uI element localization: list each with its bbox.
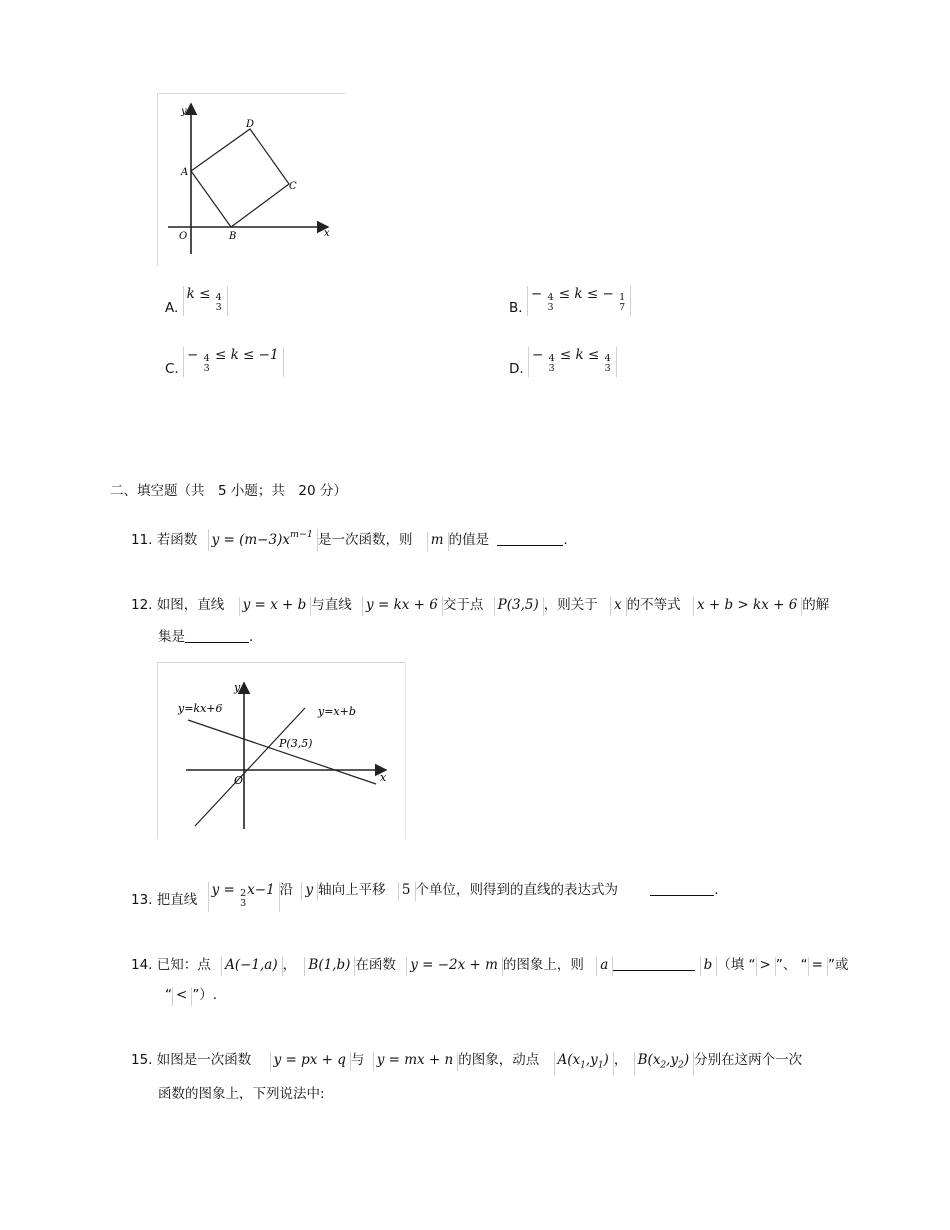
figure-square-on-axes <box>157 93 345 266</box>
option-letter: B. <box>509 300 523 316</box>
label-point-p: P(3,5) <box>279 737 313 750</box>
label-d: D <box>246 119 255 130</box>
question-14-line2: “ < ”）. <box>165 983 217 1006</box>
q11-answer-blank[interactable] <box>497 533 563 546</box>
q12-inequality: x + b > kx + 6 <box>693 597 802 616</box>
label-b: B <box>229 231 237 242</box>
q15-line1: y = px + q <box>270 1052 351 1071</box>
section-title: 二、填空题（共 5 小题；共 20 分） <box>110 483 347 499</box>
q13-five: 5 <box>398 882 416 901</box>
q14-function: y = −2x + m <box>406 957 503 976</box>
q12-answer-blank[interactable] <box>185 630 249 643</box>
option-b-math: − 4 3 ≤ k ≤ − 1 7 <box>527 286 631 316</box>
option-d-math: − 4 3 ≤ k ≤ 4 3 <box>528 347 617 377</box>
label-c: C <box>289 181 297 192</box>
option-d[interactable] <box>509 347 617 377</box>
label-y: y <box>181 106 187 117</box>
q15-point-b: $B(x_2,y_2)$ <box>634 1052 694 1075</box>
option-a-math: k ≤ 4 3 <box>183 286 228 316</box>
q11-m: m <box>427 532 449 551</box>
q12-point: P(3,5) <box>494 597 544 616</box>
label-o: O <box>234 774 244 787</box>
q14-a: a <box>596 957 613 976</box>
line-kx-plus-6 <box>188 720 376 784</box>
question-14: 14. 已知：点 A(−1,a) ， B(1,b) 在函数 y = −2x + m 的图象上，则 a b （填 “ > ”、 “ = ”或 <box>131 953 848 976</box>
q14-gt: > <box>756 957 776 976</box>
figure-two-lines <box>157 662 406 839</box>
label-line2: y=x+b <box>318 705 356 718</box>
line-x-plus-b <box>195 708 305 826</box>
q14-eq: = <box>808 957 828 976</box>
q12-line1: y = x + b <box>239 597 312 616</box>
q11-function: $y = (m-3)x^{m-1}$ <box>208 529 318 551</box>
q14-lt: < <box>172 987 192 1006</box>
question-15-line2: 函数的图象上，下列说法中: <box>158 1086 325 1102</box>
question-12-line2: 集是 . <box>158 629 254 645</box>
q14-point-b: B(1,b) <box>304 957 355 976</box>
option-c[interactable] <box>165 347 284 377</box>
option-letter: A. <box>165 300 179 316</box>
q12-x: x <box>610 597 627 616</box>
q14-answer-blank[interactable] <box>613 958 695 971</box>
label-o: O <box>179 231 188 242</box>
option-letter: C. <box>165 361 179 377</box>
option-letter: D. <box>509 361 524 377</box>
label-x: x <box>324 228 330 239</box>
q14-b: b <box>700 957 718 976</box>
option-c-math: − 4 3 ≤ k ≤ −1 <box>183 347 284 377</box>
q13-answer-blank[interactable] <box>650 883 714 896</box>
question-11: 11. 若函数 $y = (m-3)x^{m-1}$ 是一次函数，则 m 的值是 . <box>131 528 568 551</box>
q13-y: y <box>301 882 318 901</box>
q15-point-a: $A(x_1,y_1)$ <box>554 1052 614 1075</box>
label-line1: y=kx+6 <box>178 702 223 715</box>
label-a: A <box>181 167 189 178</box>
two-lines-diagram <box>158 663 405 839</box>
question-12: 12. 如图，直线 y = x + b 与直线 y = kx + 6 交于点 P(3,5) ，则关于 x 的不等式 x + b > kx + 6 的解 <box>131 593 829 616</box>
question-15: 15. 如图是一次函数 y = px + q 与 y = mx + n 的图象，动点 $A(x_1,y_1)$ ， $B(x_2,y_2)$ 分别在这两个一次 <box>131 1048 802 1075</box>
label-y: y <box>234 681 241 694</box>
q13-line: y = 2 3 x−1 <box>208 882 280 912</box>
question-13: 13. 把直线 y = 2 3 x−1 沿 y 轴向上平移 5 个单位，则得到的直线的表达式为 . <box>131 878 719 912</box>
option-b[interactable] <box>509 286 631 316</box>
q12-line2: y = kx + 6 <box>362 597 443 616</box>
label-x: x <box>380 771 387 784</box>
option-a[interactable] <box>165 286 228 316</box>
q14-point-a: A(−1,a) <box>221 957 283 976</box>
square-abcd <box>191 129 289 227</box>
square-diagram <box>158 94 345 266</box>
q15-line2: y = mx + n <box>373 1052 459 1071</box>
